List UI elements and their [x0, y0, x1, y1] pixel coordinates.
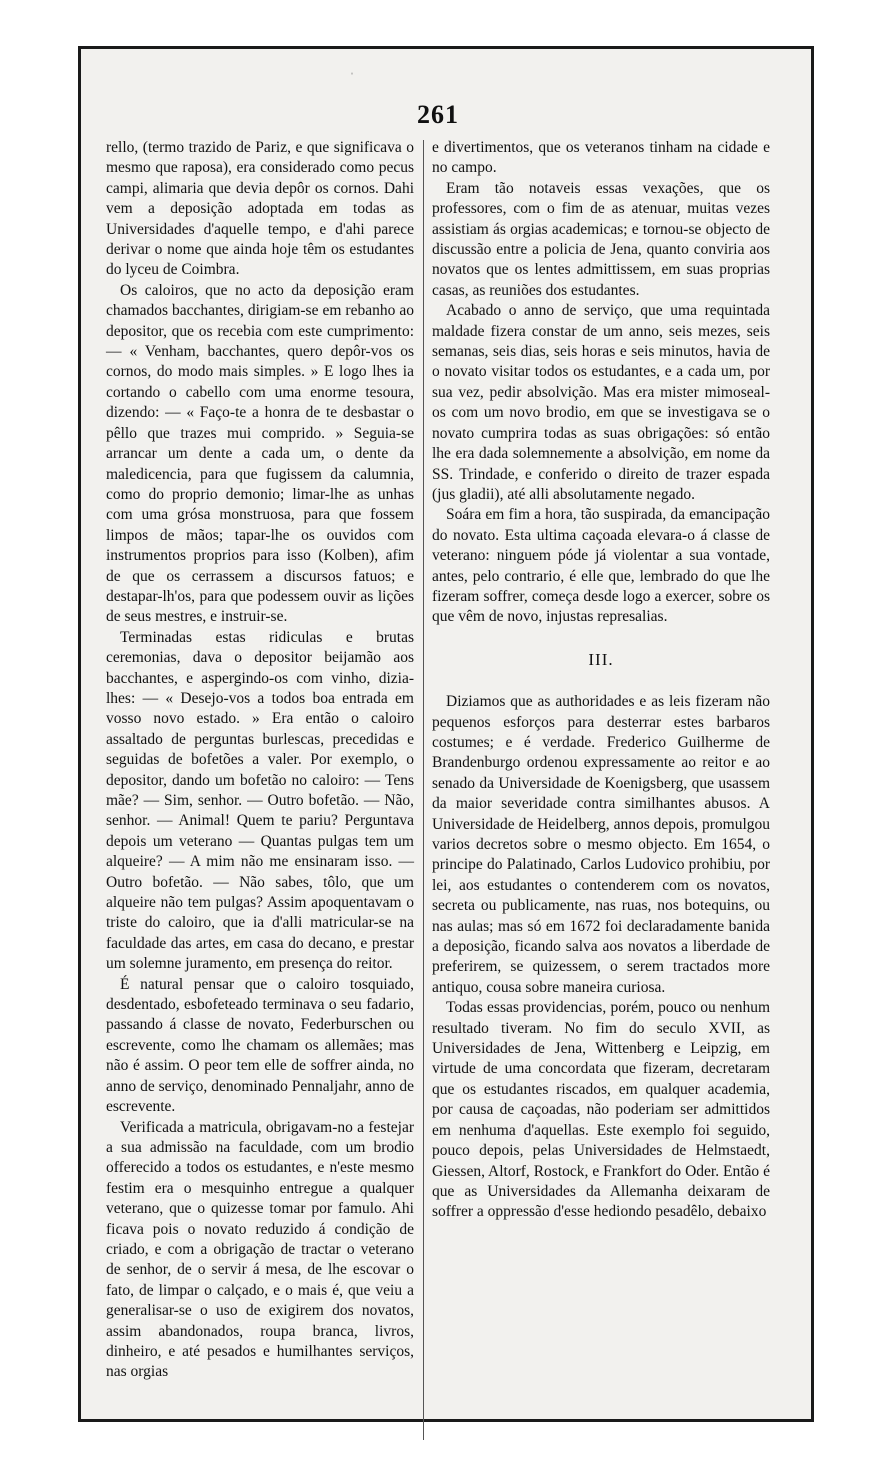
paragraph: Eram tão notaveis essas vexações, que os professores, com o fim de as atenuar, muitas vezes assistiam ás orgias academicas; e tornou-se objecto de discussão entre a policia de Jena, quanto conviria aos novatos que os lentes admittissem, em suas proprias casas, as reuniões dos estudantes. — [432, 179, 770, 299]
paragraph: Verificada a matricula, obrigavam-no a festejar a sua admissão na faculdade, com um brodio offerecido a todos os estudantes, e n'este mesmo festim era o mesquinho entregue a qualquer veterano, que o quizesse tomar por famulo. Ahi ficava pois o novato reduzido á condição de criado, e com a obrigação de tractar o veterano de senhor, de o servir á mesa, de lhe escovar o fato, de limpar o calçado, e o mais é, que veiu a generalisar-se o uso de exigirem dos novatos, assim abandonados, roupa branca, livros, dinheiro, e até pesados e humilhantes serviços, nas orgias — [106, 1118, 414, 1381]
paragraph: e divertimentos, que os veteranos tinham na cidade e no campo. — [432, 139, 770, 177]
paragraph: Soára em fim a hora, tão suspirada, da emancipação do novato. Esta ultima caçoada elevara-o á classe de veterano: ninguem póde já violentar a sua vontade, antes, pelo contrario, é elle que, lembrado do que lhe fizeram soffrer, começa desde logo a exercer, sobre os que vêm de novo, injustas represalias. — [432, 506, 770, 626]
column-divider — [423, 140, 424, 1440]
paragraph: Os caloiros, que no acto da deposição eram chamados bacchantes, dirigiam-se em rebanho ao depositor, que os recebia com este cumprimento: — « Venham, bacchantes, quero depôr-vos os cornos, do modo mais simples. » E logo lhes ia cortando o cabello com uma enorme tesoura, dizendo: — « Faço-te a honra de te desbastar o pêllo que trazes mui comprido. » Seguia-se arrancar um dente a cada um, o dente da maledicencia, para que fugissem da calumnia, como do proprio demonio; limar-lhe as unhas com uma grósa monstruosa, para que fossem limpos de mãos; tapar-lhe os ouvidos com instrumentos proprios para isso (Kolben), afim de que os cerrassem a discursos fatuos; e destapar-lh'os, para que podessem ouvir as lições de seus mestres, e instruir-se. — [106, 281, 414, 626]
paragraph: rello, (termo trazido de Pariz, e que significava o mesmo que raposa), era considerado como pecus campi, alimaria que devia depôr os cornos. Dahi vem a deposição adoptada em todas as Universidades d'aquelle tempo, e d'ahi parece derivar o nome que ainda hoje têm os estudantes do lyceu de Coimbra. — [106, 139, 414, 279]
paragraph: É natural pensar que o caloiro tosquiado, desdentado, esbofeteado terminava o seu fadario, passando á classe de novato, Federburschen ou escrevente, como lhe chamam os allemães; mas não é assim. O peor tem elle de soffrer ainda, no anno de serviço, denominado Pennaljahr, anno de escrevente. — [106, 975, 414, 1116]
section-heading: III. — [588, 649, 614, 669]
paragraph: Terminadas estas ridiculas e brutas ceremonias, dava o depositor beijamão aos bacchantes, e aspergindo-os com vinho, dizia-lhes: — « Desejo-vos a todos boa entrada em vosso novo estado. » Era então o caloiro assaltado de perguntas burlescas, precedidas e seguidas de bofetões a valer. Por exemplo, o depositor, dando um bofetão no caloiro: — Tens mãe? — Sim, senhor. — Outro bofetão. — Não, senhor. — Animal! Quem te pariu? Perguntava depois um veterano — Quantas pulgas tem um alqueire? — A mim não me ensinaram isso. — Outro bofetão. — Não sabes, tôlo, que um alqueire não tem pulgas? Assim apoquentavam o triste do caloiro, que ia d'alli matricular-se na faculdade das artes, em casa do decano, e prestar um solemne juramento, em presença do reitor. — [106, 628, 414, 973]
paragraph: Todas essas providencias, porém, pouco ou nenhum resultado tiveram. No fim do seculo XVII, as Universidades de Jena, Wittenberg e Leipzig, em virtude de uma concordata que fizeram, decretaram que os estudantes riscados, em qualquer academia, por causa de caçoadas, não poderiam ser admittidos em nenhuma d'aquellas. Este exemplo foi seguido, pouco depois, pelas Universidades de Helmstaedt, Giessen, Altorf, Rostock, e Frankfort do Oder. Então é que as Universidades da Allemanha deixaram de soffrer a oppressão d'esse hediondo pesadêlo, debaixo — [432, 999, 770, 1221]
right-column — [432, 138, 770, 1223]
left-column — [106, 138, 414, 1383]
paragraph: Acabado o anno de serviço, que uma requintada maldade fizera constar de um anno, seis mezes, seis semanas, seis dias, seis horas e seis minutos, havia de o novato visitar todos os estudantes, e a cada um, por sua vez, pedir absolvição. Mas era mister mimoseal-os com um novo brodio, em que se investigava se o novato cumprira todas as suas obrigações: só então lhe era dada solemnemente a absolvição, em nome da SS. Trindade, e conferido o direito de trazer espada (jus gladii), até alli absolutamente negado. — [432, 302, 770, 503]
page-number: 261 — [417, 100, 459, 129]
scan-mark: ˈ — [350, 70, 354, 84]
paragraph: Diziamos que as authoridades e as leis fizeram não pequenos esforços para desterrar estes barbaros costumes; e é verdade. Frederico Guilherme de Brandenburgo ordenou expressamente ao reitor e ao senado da Universidade de Koenigsberg, que usassem da maior severidade contra similhantes abusos. A Universidade de Heidelberg, annos depois, promulgou varios decretos sobre o mesmo objecto. Em 1654, o principe do Palatinado, Carlos Ludovico prohibiu, por lei, aos estudantes o contenderem com os novatos, secreta ou publicamente, nas ruas, nos botequins, ou nas aulas; mas só em 1672 foi declaradamente banida a deposição, ficando salva aos novatos a liberdade de preferirem, se quizessem, o serem tractados more antiquo, cousa sobre maneira curiosa. — [432, 693, 770, 996]
